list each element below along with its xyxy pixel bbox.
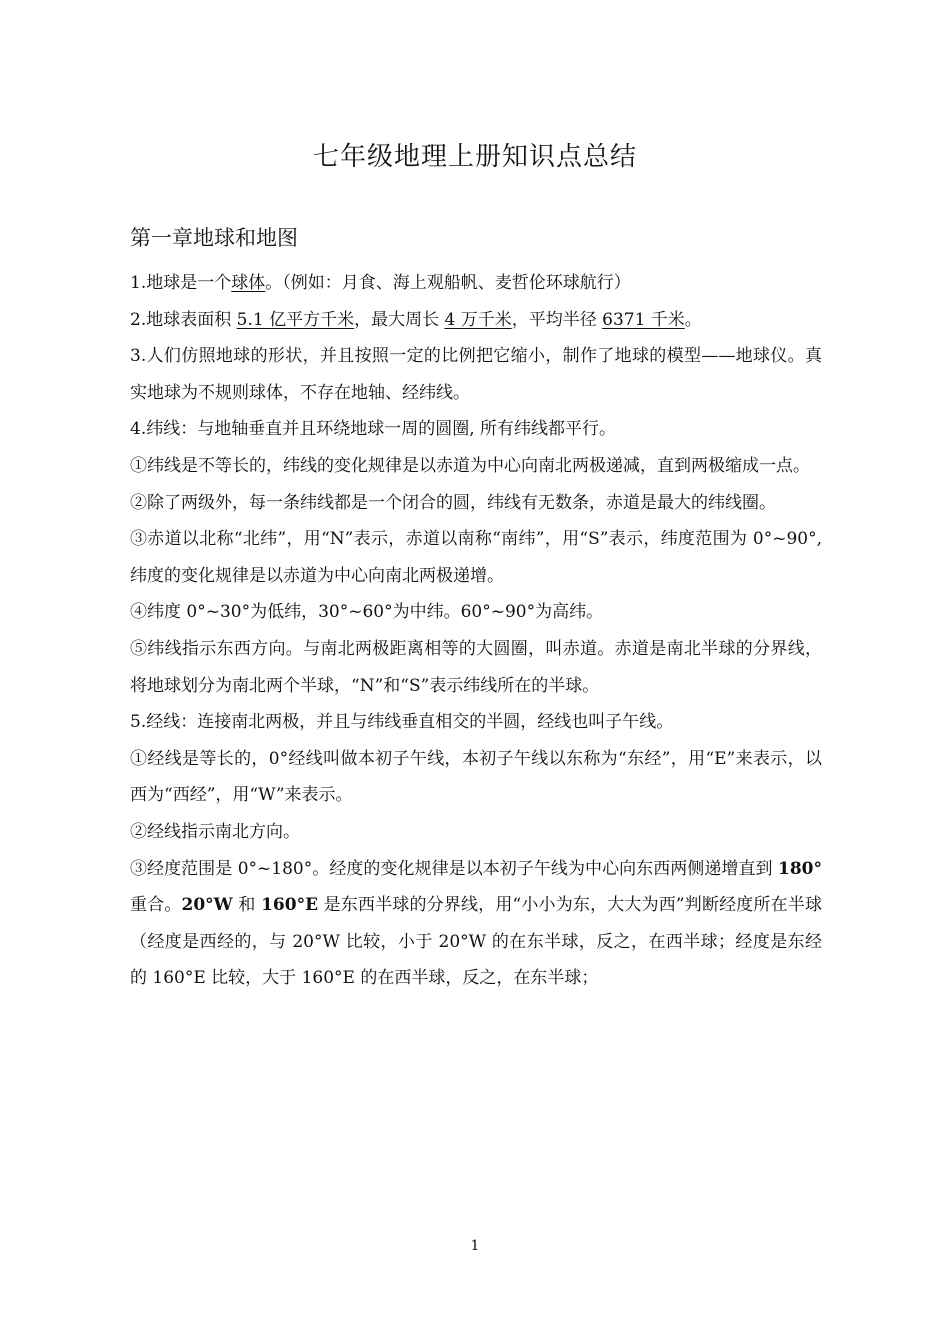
text-run: ①纬线是不等长的，纬线的变化规律是以赤道为中心向南北两极递减，直到两极缩成一点。 [130, 455, 810, 476]
text-run: ，最大周长 [354, 309, 445, 330]
text-run: 5.经线：连接南北两极，并且与纬线垂直相交的半圆，经线也叫子午线。 [130, 712, 674, 733]
paragraph-p9 [130, 631, 822, 704]
text-run: ②除了两级外，每一条纬线都是一个闭合的圆，纬线有无数条，赤道是最大的纬线圈。 [130, 492, 776, 513]
paragraph-p7 [130, 521, 822, 594]
paragraph-p12 [130, 814, 822, 851]
document-title: 七年级地理上册知识点总结 [312, 142, 637, 172]
text-run: 。（例如：月食、海上观船帆、麦哲伦环球航行） [265, 273, 631, 293]
paragraph-p13 [130, 851, 822, 997]
paragraph-p10 [130, 704, 822, 741]
paragraph-p11 [130, 741, 822, 814]
underlined-term: 6371 千米 [602, 309, 685, 330]
paragraph-p3 [130, 338, 822, 411]
paragraph-p5 [130, 448, 822, 485]
underlined-term: 4 万千米 [444, 309, 512, 330]
bold-term: 160°E [261, 895, 319, 916]
text-run: ④纬度 0°~30°为低纬，30°~60°为中纬。60°~90°为高纬。 [130, 602, 604, 623]
text-run: 4.纬线：与地轴垂直并且环绕地球一周的圆圈, 所有纬线都平行。 [130, 419, 617, 440]
paragraph-p2 [130, 302, 822, 339]
bold-term: 180° [778, 858, 822, 879]
text-run: ②经线指示南北方向。 [130, 821, 300, 842]
text-run: ，平均半径 [511, 309, 603, 330]
text-run: 和 [232, 895, 262, 916]
text-run: 重合。 [130, 895, 182, 916]
document-body [130, 265, 822, 997]
text-run: ①经线是等长的，0°经线叫做本初子午线，本初子午线以东称为“东经”，用“E”来表示，以西为“西经”，用“W”来表示。 [130, 748, 822, 806]
text-run: 2.地球表面积 [130, 309, 237, 330]
paragraph-p4 [130, 411, 822, 448]
text-run: 是东西半球的分界线，用“小小为东，大大为西”判断经度所在半球（经度是西经的，与 20°W 比较，小于 20°W 的在东半球，反之，在西半球；经度是东经的 160°E 比较，大于 160°E 的在西半球，反之，在东半球； [130, 895, 822, 989]
bold-term: 20°W [181, 895, 233, 916]
paragraph-p6 [130, 485, 822, 522]
paragraph-p1 [130, 265, 822, 302]
text-run: 3.人们仿照地球的形状，并且按照一定的比例把它缩小，制作了地球的模型——地球仪。真实地球为不规则球体，不存在地轴、经纬线。 [130, 346, 822, 403]
text-run: ③经度范围是 0°~180°。经度的变化规律是以本初子午线为中心向东西两侧递增直到 [130, 858, 778, 879]
page-number: 1 [470, 1238, 480, 1254]
underlined-term: 5.1 亿平方千米 [236, 309, 355, 330]
text-run: ③赤道以北称“北纬”，用“N”表示，赤道以南称“南纬”，用“S”表示，纬度范围为 0°~90°,纬度的变化规律是以赤道为中心向南北两极递增。 [130, 529, 822, 586]
chapter-heading: 第一章地球和地图 [130, 226, 298, 250]
text-run: ⑤纬线指示东西方向。与南北两极距离相等的大圆圈，叫赤道。赤道是南北半球的分界线，将地球划分为南北两个半球，“N”和“S”表示纬线所在的半球。 [130, 638, 822, 696]
underlined-term: 球体 [231, 273, 266, 293]
text-run: 1.地球是一个 [130, 273, 232, 293]
paragraph-p8 [130, 594, 822, 631]
text-run: 。 [684, 309, 702, 330]
